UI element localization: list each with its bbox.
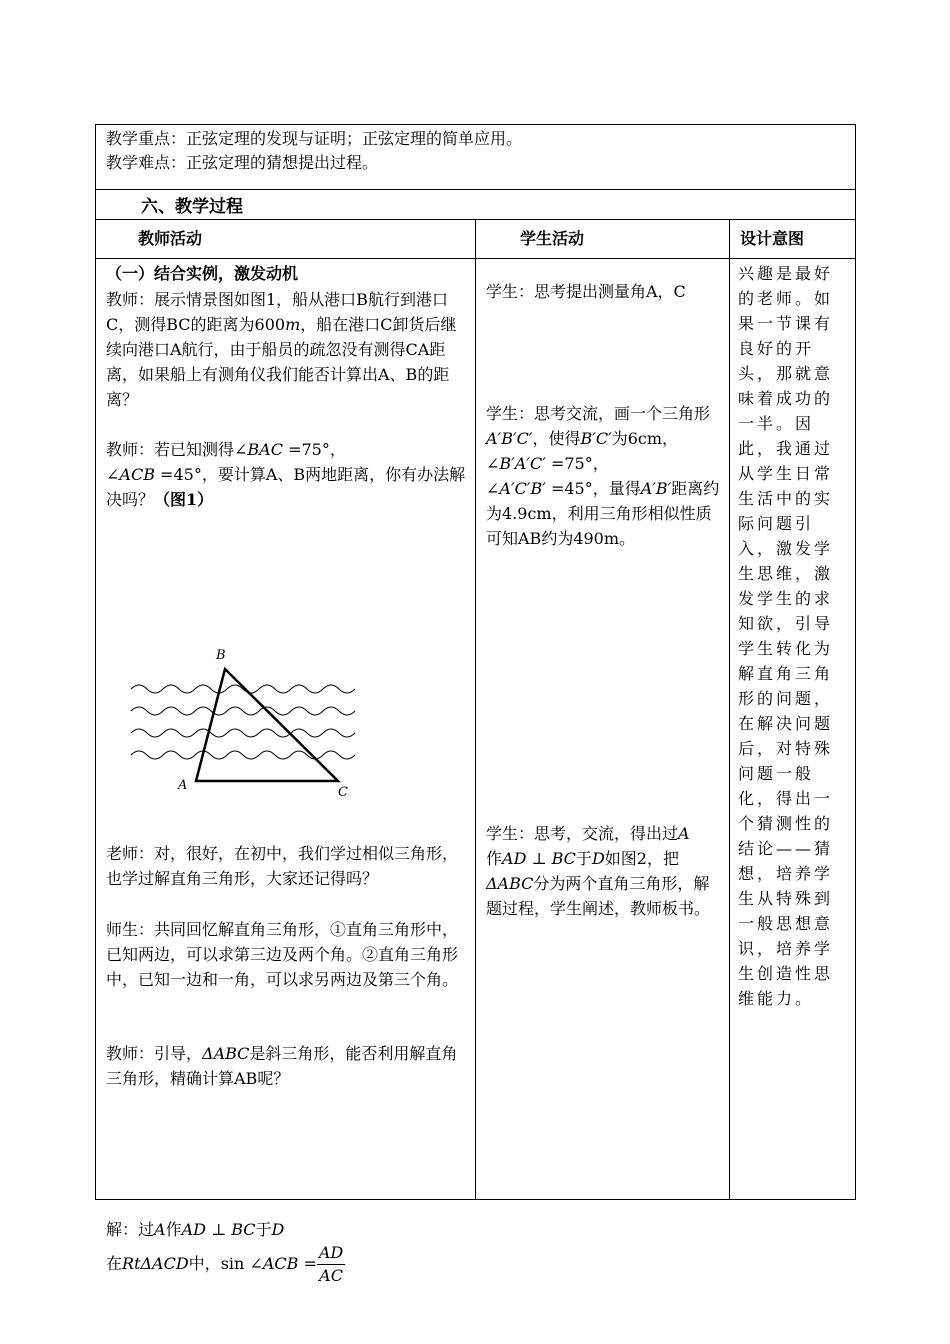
sol1-text-b: 作	[165, 1220, 182, 1239]
s2-text-f: 距离约为4.9cm，利用三角形相似性质可知AB约为490m。	[486, 479, 720, 548]
teacher-paragraph-1	[106, 287, 466, 412]
s2-side: B′C′	[580, 429, 612, 448]
s2-segment: A′B′	[640, 479, 672, 498]
angle-bac-value: =75°，	[282, 440, 346, 459]
p2-text-a: 教师：若已知测得	[106, 440, 235, 459]
sol1-text-c: 于	[255, 1220, 272, 1239]
s2-text-c: 为6cm，	[611, 429, 679, 448]
sol2-text-a: 在	[106, 1254, 123, 1273]
solution-line-2	[106, 1239, 466, 1289]
student-activity-cell	[476, 259, 730, 1200]
header-student: 学生活动	[476, 220, 730, 259]
sol2-text-b: 中，	[188, 1254, 221, 1273]
sol2-equals: =	[298, 1254, 317, 1273]
triangle-abc	[196, 669, 338, 781]
teacher-paragraph-4: 师生：共同回忆解直角三角形，①直角三角形中，已知两边，可以求第三边及两个角。②直角三角形中，已知一边和一角，可以求另两边及第三个角。	[106, 920, 459, 989]
s3-text-a: 学生：思考，交流，得出过	[486, 824, 679, 843]
s3-point-a: A	[678, 824, 690, 843]
teacher-paragraph-2	[106, 437, 466, 512]
wave-line	[131, 707, 355, 715]
figure-1-caption: （图1）	[154, 490, 214, 509]
sol2-angle: ∠ACB	[249, 1254, 299, 1273]
p1-unit: m	[285, 315, 301, 334]
angle-acb-value: =45°，	[154, 465, 218, 484]
wave-line	[131, 729, 355, 737]
triangle-abc-symbol: ΔABC	[202, 1044, 250, 1063]
p1-rest: ，船在港口C卸货后继续向港口A航行，由于船员的疏忽没有测得CA距离，如果船上有测角仪我们能否计算出A、B的距离？	[106, 315, 457, 409]
angle-acb: ∠ACB	[106, 465, 155, 484]
fraction-numerator: AD	[317, 1242, 345, 1265]
teacher-activity-cell	[96, 259, 476, 1285]
s3-text-b: 作	[486, 849, 503, 868]
p5-text-b: 是斜三角形，能否利用解直角三角形，精确计算AB呢？	[106, 1044, 458, 1088]
s2-text-a: 学生：思考交流，画一个三角形	[486, 404, 711, 423]
design-intent-text: 兴趣是最好的老师。如果一节课有良好的开头，那就意味着成功的一半。因此，我通过从学生日常生活中的实际问题引入，激发学生思维，激发学生的求知欲，引导学生转化为解直角三角形的问题，在解决问题后，对特殊问题一般化，得出一个猜测性的结论——猜想，培养学生从特殊到一般思想意识，培养学生创造性思维能力。	[738, 264, 834, 1008]
s2-text-b: ，使得	[532, 429, 581, 448]
teaching-focus: 教学重点：正弦定理的发现与证明；正弦定理的简单应用。	[106, 129, 523, 148]
lesson-plan-page	[95, 124, 855, 1285]
header-design: 设计意图	[730, 220, 856, 259]
sol1-perpendicular: AD ⊥ BC	[181, 1220, 256, 1239]
s3-text-e: 分为两个直角三角形，解题过程，学生阐述，教师板书。	[486, 874, 711, 918]
s2-angle-2: ∠A′C′B′	[486, 479, 546, 498]
fraction-denominator: AC	[319, 1266, 343, 1285]
s3-text-d: 如图2，把	[604, 849, 679, 868]
s2-text-e: =45°，量得	[545, 479, 641, 498]
figure-1-triangle	[126, 639, 366, 799]
teaching-difficulty: 教学难点：正弦定理的猜想提出过程。	[106, 153, 379, 172]
s3-perpendicular: AD ⊥ BC	[502, 849, 576, 868]
header-teacher: 教师活动	[96, 220, 476, 259]
sol1-text-a: 解：过	[106, 1220, 155, 1239]
student-paragraph-2	[486, 401, 722, 551]
sol2-sin: sin	[220, 1254, 250, 1273]
key-points-cell	[96, 125, 856, 190]
sol1-point-d: D	[271, 1220, 285, 1239]
lesson-plan-table	[95, 124, 856, 1285]
p5-text-a: 教师：引导，	[106, 1044, 203, 1063]
student-paragraph-1: 学生：思考提出测量角A，C	[486, 282, 686, 301]
s2-text-d: =75°，	[545, 454, 609, 473]
sine-fraction	[317, 1242, 345, 1287]
s2-triangle: A′B′C′	[486, 429, 533, 448]
p2-text-b: 要计算A、B两地距离，你有办法解决吗？	[106, 465, 466, 509]
s3-text-c: 于	[575, 849, 592, 868]
sol1-point-a: A	[154, 1220, 166, 1239]
p1-text: 教师：展示情景图如图1，船从港口B航行到港口C，测得BC的距离为600	[106, 290, 448, 334]
sol2-triangle: RtΔACD	[122, 1254, 189, 1273]
label-a: A	[178, 778, 188, 793]
s2-angle-1: ∠B′A′C′	[486, 454, 546, 473]
teacher-paragraph-5	[106, 1041, 466, 1091]
label-b: B	[216, 648, 226, 663]
wave-line	[131, 751, 355, 759]
design-intent-cell	[730, 259, 856, 1200]
label-c: C	[338, 785, 348, 799]
s3-triangle: ΔABC	[486, 874, 534, 893]
teacher-paragraph-3: 老师：对，很好，在初中，我们学过相似三角形，也学过解直角三角形，大家还记得吗？	[106, 844, 459, 888]
section-title: 六、教学过程	[96, 190, 856, 220]
student-paragraph-3	[486, 821, 722, 921]
angle-bac: ∠BAC	[234, 440, 283, 459]
teacher-subtitle: （一）结合实例，激发动机	[106, 264, 299, 283]
s3-point-d: D	[591, 849, 605, 868]
